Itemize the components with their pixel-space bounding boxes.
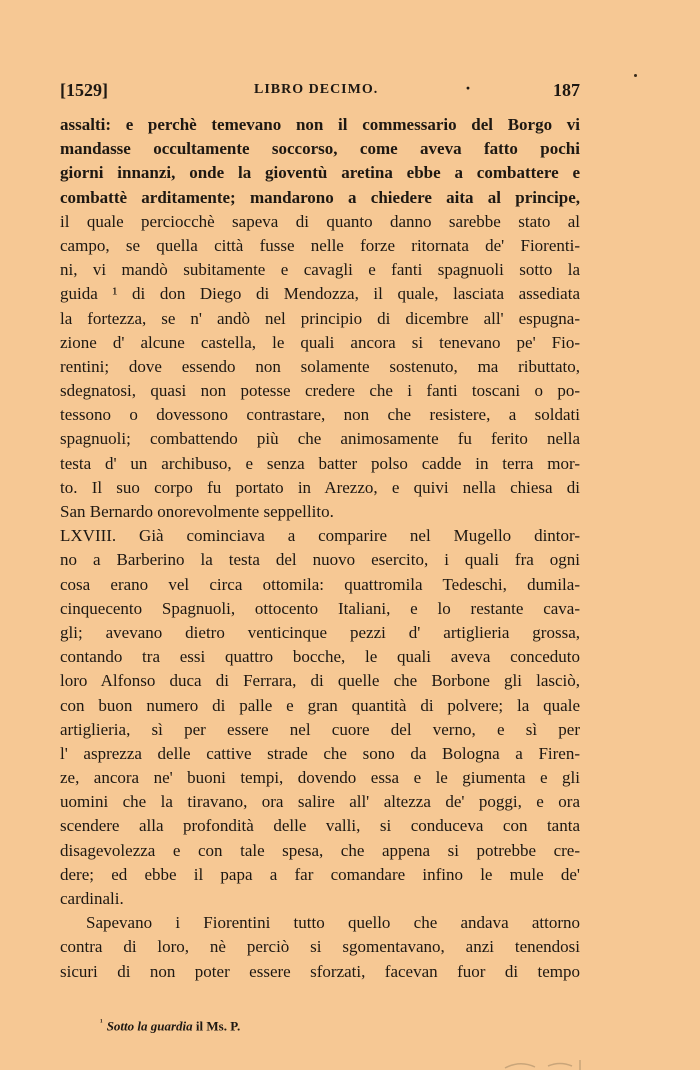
- text-line: LXVIII. Già cominciava a comparire nel Mugello dintor-: [60, 526, 580, 546]
- text-line: con buon numero di palle e gran quantità di polvere; la quale: [60, 695, 580, 715]
- text-line: sicuri di non poter essere sforzati, facevan fuor di tempo: [60, 961, 580, 981]
- text-line: campo, se quella città fusse nelle forze ritornata de' Fiorenti-: [60, 235, 580, 255]
- text-line: loro Alfonso duca di Ferrara, di quelle che Borbone gli lasciò,: [60, 671, 580, 691]
- text-line: tessono o dovessono contrastare, non che resistere, a soldati: [60, 405, 580, 425]
- scan-smudge: [500, 1058, 590, 1070]
- text-line: contra di loro, nè perciò si sgomentavano, anzi tenendosi: [60, 937, 580, 957]
- text-line: cinquecento Spagnuoli, ottocento Italiani, e lo restante cava-: [60, 598, 580, 618]
- text-line: testa d' un archibuso, e senza batter polso cadde in terra mor-: [60, 453, 580, 473]
- footnote: [100, 1017, 240, 1034]
- header-dot: ·: [465, 78, 472, 98]
- footnote-mark: ¹: [100, 1017, 103, 1027]
- text-line: no a Barberino la testa del nuovo esercito, i quali fra ogni: [60, 550, 580, 570]
- text-line: assalti: e perchè temevano non il commessario del Borgo vi: [60, 115, 580, 134]
- text-line: disagevolezza e con tale spesa, che appena si potrebbe cre-: [60, 840, 580, 860]
- text-line: contando tra essi quattro bocche, le quali aveva conceduto: [60, 647, 580, 667]
- text-line: Sapevano i Fiorentini tutto quello che andava attorno: [86, 913, 580, 933]
- text-line: guida ¹ di don Diego di Mendozza, il quale, lasciata assediata: [60, 284, 580, 304]
- footnote-italic: Sotto la guardia: [106, 1018, 193, 1034]
- text-line: cardinali.: [60, 889, 124, 908]
- text-line: la fortezza, se n' andò nel principio di dicembre all' espugna-: [60, 308, 580, 328]
- running-header: [60, 80, 580, 102]
- text-line: sdegnatosi, quasi non potesse credere che i fanti toscani o po-: [60, 381, 580, 401]
- text-line: l' asprezza delle cattive strade che sono da Bologna a Firen-: [60, 743, 580, 763]
- header-title: LIBRO DECIMO.: [254, 82, 379, 97]
- text-line: mandasse occultamente soccorso, come aveva fatto pochi: [60, 139, 580, 159]
- text-line: rentini; dove essendo non solamente sostenuto, ma ributtato,: [60, 356, 580, 376]
- text-line: giorni innanzi, onde la gioventù aretina ebbe a combattere e: [60, 163, 580, 183]
- text-line: ni, vi mandò subitamente e cavagli e fanti spagnuoli sotto la: [60, 260, 580, 280]
- ink-speck: [634, 74, 637, 77]
- text-line: ze, ancora ne' buoni tempi, dovendo essa e le giumenta e gli: [60, 768, 580, 788]
- text-line: uomini che la tiravano, ora salire all' altezza de' poggi, e ora: [60, 792, 580, 812]
- text-line: dere; ed ebbe il papa a far comandare infino le mule de': [60, 864, 580, 884]
- text-line: il quale perciocchè sapeva di quanto danno sarebbe stato al: [60, 211, 580, 231]
- header-year: [1529]: [60, 80, 108, 100]
- page-number: 187: [553, 80, 580, 100]
- body-text: [60, 113, 580, 984]
- text-line: combattè arditamente; mandarono a chiedere aita al principe,: [60, 187, 580, 207]
- footnote-rest: il Ms. P.: [192, 1018, 241, 1034]
- text-line: to. Il suo corpo fu portato in Arezzo, e quivi nella chiesa di: [60, 477, 580, 497]
- text-line: artiglieria, sì per essere nel cuore del verno, e sì per: [60, 719, 580, 739]
- text-line: cosa erano vel circa ottomila: quattromila Tedeschi, dumila-: [60, 574, 580, 594]
- text-line: San Bernardo onorevolmente seppellito.: [60, 502, 334, 521]
- text-line: scendere alla profondità delle valli, si conduceva con tanta: [60, 816, 580, 836]
- text-line: gli; avevano dietro venticinque pezzi d' artiglieria grossa,: [60, 622, 580, 642]
- text-line: spagnuoli; combattendo più che animosamente fu ferito nella: [60, 429, 580, 449]
- text-line: zione d' alcune castella, le quali ancora si tenevano pe' Fio-: [60, 332, 580, 352]
